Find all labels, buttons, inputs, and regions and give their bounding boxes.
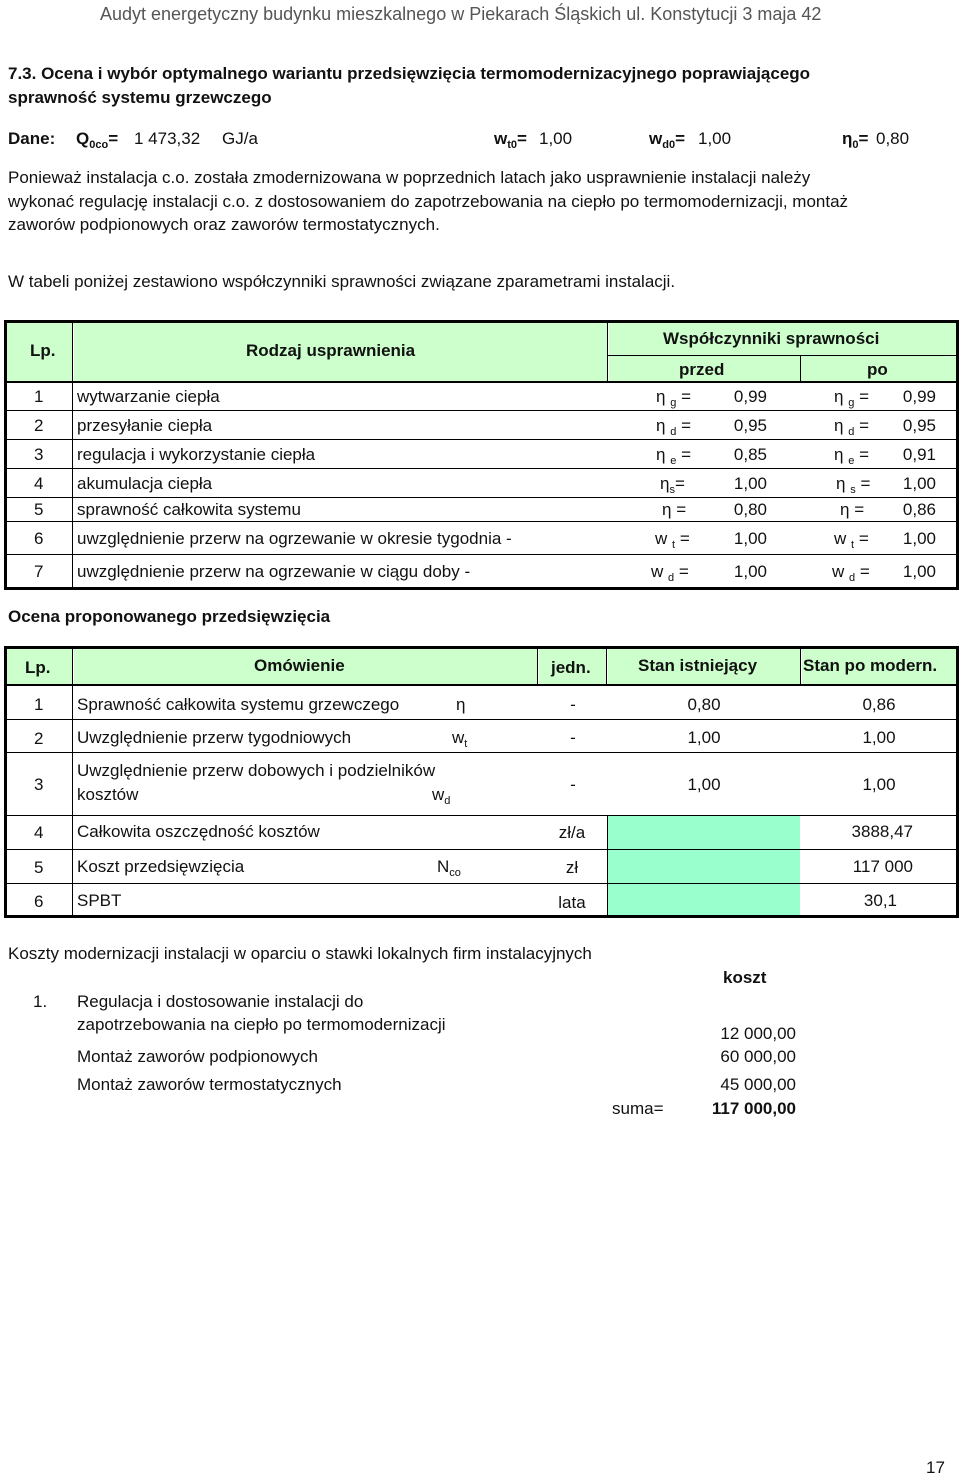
given-eta0: $\eta_0=$ (842, 129, 869, 151)
given-wt0-value: 1,00 (539, 129, 573, 148)
given-wd0-value: 1,00 (698, 129, 732, 148)
page-header: Audyt energetyczny budynku mieszkalnego w Piekarach Śląskich ul. Konstytucji 3 maja 42 (100, 4, 822, 24)
given-q-unit: GJ/a (222, 129, 258, 148)
paragraph-line-2: wykonać regulację instalacji c.o. z dostosowaniem do zapotrzebowania na ciepło po termomodernizacji, montaż (8, 192, 849, 211)
section2-title: Ocena proponowanego przedsięwzięcia (8, 607, 331, 626)
col-before: przed (679, 360, 725, 379)
cost-item-number: 1. (33, 992, 48, 1011)
col-lp-2: Lp. (25, 658, 51, 677)
paragraph-line-1: Ponieważ instalacja c.o. została zmodernizowana w poprzednich latach jako usprawnienie instalacji należy (8, 168, 811, 187)
sum-value: 117 000,00 (711, 1099, 796, 1118)
cost-column-header: koszt (723, 968, 767, 987)
cost-item-3-value: 45 000,00 (720, 1075, 796, 1094)
sum-label: suma= (612, 1099, 664, 1118)
cost-item-1-line-2: zapotrzebowania na ciepło po termomodernizacji (77, 1015, 446, 1034)
cost-item-3: Montaż zaworów termostatycznych (77, 1075, 342, 1094)
given-eta0-value: 0,80 (876, 129, 910, 148)
col-lp: Lp. (30, 341, 56, 360)
given-wt0: $w_{t0}=$ (494, 129, 527, 151)
section-title-line-2: sprawność systemu grzewczego (8, 88, 272, 107)
given-q-value: 1 473,32 (134, 129, 201, 148)
col-modern: Stan po modern. (803, 656, 938, 675)
costs-intro: Koszty modernizacji instalacji w oparciu o stawki lokalnych firm instalacyjnych (8, 944, 592, 963)
cost-item-2-value: 60 000,00 (720, 1047, 796, 1066)
given-wd0: $w_{d0}=$ (649, 129, 686, 151)
col-coefficients: Współczynniki sprawności (663, 329, 880, 348)
given-q: $Q_{0co}=$ (76, 129, 119, 151)
col-after: po (867, 360, 888, 379)
cost-item-2: Montaż zaworów podpionowych (77, 1047, 318, 1066)
col-desc: Omówienie (254, 656, 345, 675)
page-number: 17 (926, 1458, 945, 1477)
col-type: Rodzaj usprawnienia (246, 341, 416, 360)
col-unit: jedn. (551, 658, 591, 677)
given-label: Dane: (8, 129, 56, 148)
cost-item-1-line-1: Regulacja i dostosowanie instalacji do (77, 992, 364, 1011)
section-title-line-1: 7.3. Ocena i wybór optymalnego wariantu przedsięwzięcia termomodernizacyjnego poprawiającego (8, 64, 811, 83)
col-current: Stan istniejący (638, 656, 758, 675)
cost-item-1-value: 12 000,00 (720, 1024, 796, 1043)
table-intro: W tabeli poniżej zestawiono współczynniki sprawności związane zparametrami instalacji. (8, 272, 676, 291)
paragraph-line-3: zaworów podpionowych oraz zaworów termostatycznych. (8, 215, 440, 234)
